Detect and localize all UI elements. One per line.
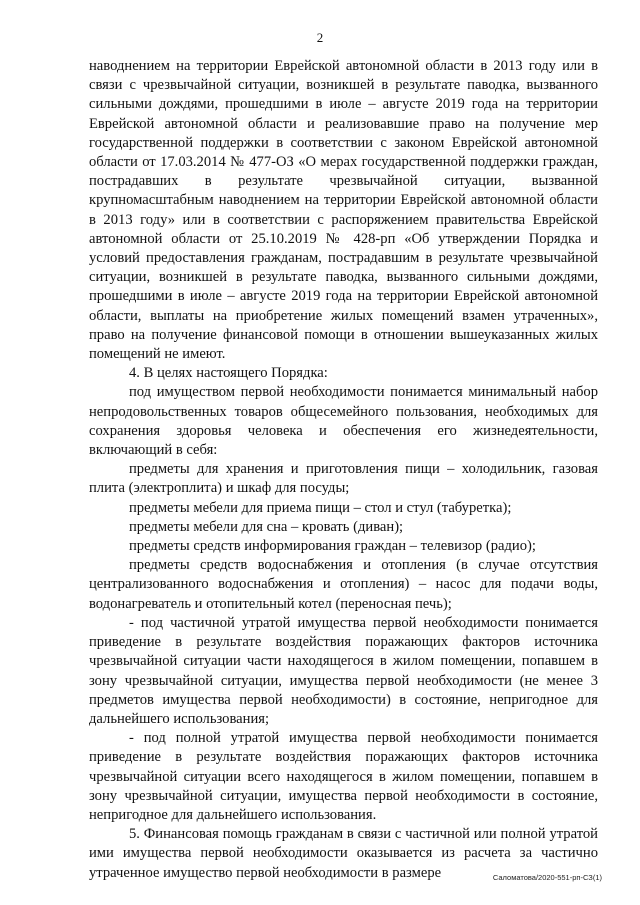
footer-document-code: Саломатова/2020-551-рп-СЗ(1) — [492, 873, 602, 882]
paragraph-11: 5. Финансовая помощь гражданам в связи с частичной или полной утратой ими имущества первой необходимости оказывается из расчета за частично утраченное имущество первой необходимости в размере — [89, 826, 598, 881]
paragraph-7: предметы средств информирования граждан – телевизор (радио); — [129, 538, 536, 555]
paragraph-3: под имуществом первой необходимости понимается минимальный набор непродовольственных товаров общесемейного пользования, необходимых для сохранения здоровья человека и обеспечения его жизнедеятельности, включающий в себя: — [89, 384, 598, 459]
paragraph-8: предметы средств водоснабжения и отопления (в случае отсутствия централизованного водоснабжения и отопления) – насос для подачи воды, водонагреватель и отопительный котел (переносная печь); — [89, 557, 598, 612]
paragraph-4: предметы для хранения и приготовления пищи – холодильник, газовая плита (электроплита) и шкаф для посуды; — [89, 461, 598, 497]
paragraph-10: - под полной утратой имущества первой необходимости понимается приведение в результате воздействия поражающих факторов источника чрезвычайной ситуации всего находящегося в жилом помещении, попавшем в зону чрезвычайной ситуации, имущества первой необходимости в состояние, непригодное для дальнейшего использования. — [89, 730, 598, 823]
page-number: 2 — [316, 30, 324, 45]
document-body — [89, 57, 598, 883]
paragraph-6: предметы мебели для сна – кровать (диван); — [129, 518, 404, 535]
paragraph-5: предметы мебели для приема пищи – стол и стул (табуретка); — [129, 499, 512, 516]
paragraph-1: наводнением на территории Еврейской автономной области в 2013 году или в связи с чрезвычайной ситуации, возникшей в результате паводка, вызванного сильными дождями, прошедшими в июле – августе 2019 года на территории Еврейской автономной области и реализовавшие право на получение мер государственной поддержки в соответствии с законом Еврейской автономной области от 17.03.2014 № 477-ОЗ «О мерах государственной поддержки граждан, пострадавших в результате чрезвычайной ситуации, вызванной крупномасштабным наводнением на территории Еврейской автономной области в 2013 году» или в соответствии с распоряжением правительства Еврейской автономной области от 25.10.2019 № 428-рп «Об утверждении Порядка и условий предоставления гражданам, пострадавшим в результате чрезвычайной ситуации, возникшей в результате паводка, вызванного сильными дождями, прошедшими в июле – августе 2019 года на территории Еврейской автономной области, выплаты на приобретение жилых помещений взамен утраченных», право на получение финансовой помощи в отношении вышеуказанных жилых помещений не имеют. — [89, 58, 598, 363]
paragraph-2: 4. В целях настоящего Порядка: — [129, 365, 328, 382]
paragraph-9: - под частичной утратой имущества первой необходимости понимается приведение в результате воздействия поражающих факторов источника чрезвычайной ситуации части находящегося в жилом помещении, попавшем в зону чрезвычайной ситуации, имущества первой необходимости (не менее 3 предметов имущества первой необходимости) в состояние, непригодное для дальнейшего использования; — [89, 614, 598, 727]
